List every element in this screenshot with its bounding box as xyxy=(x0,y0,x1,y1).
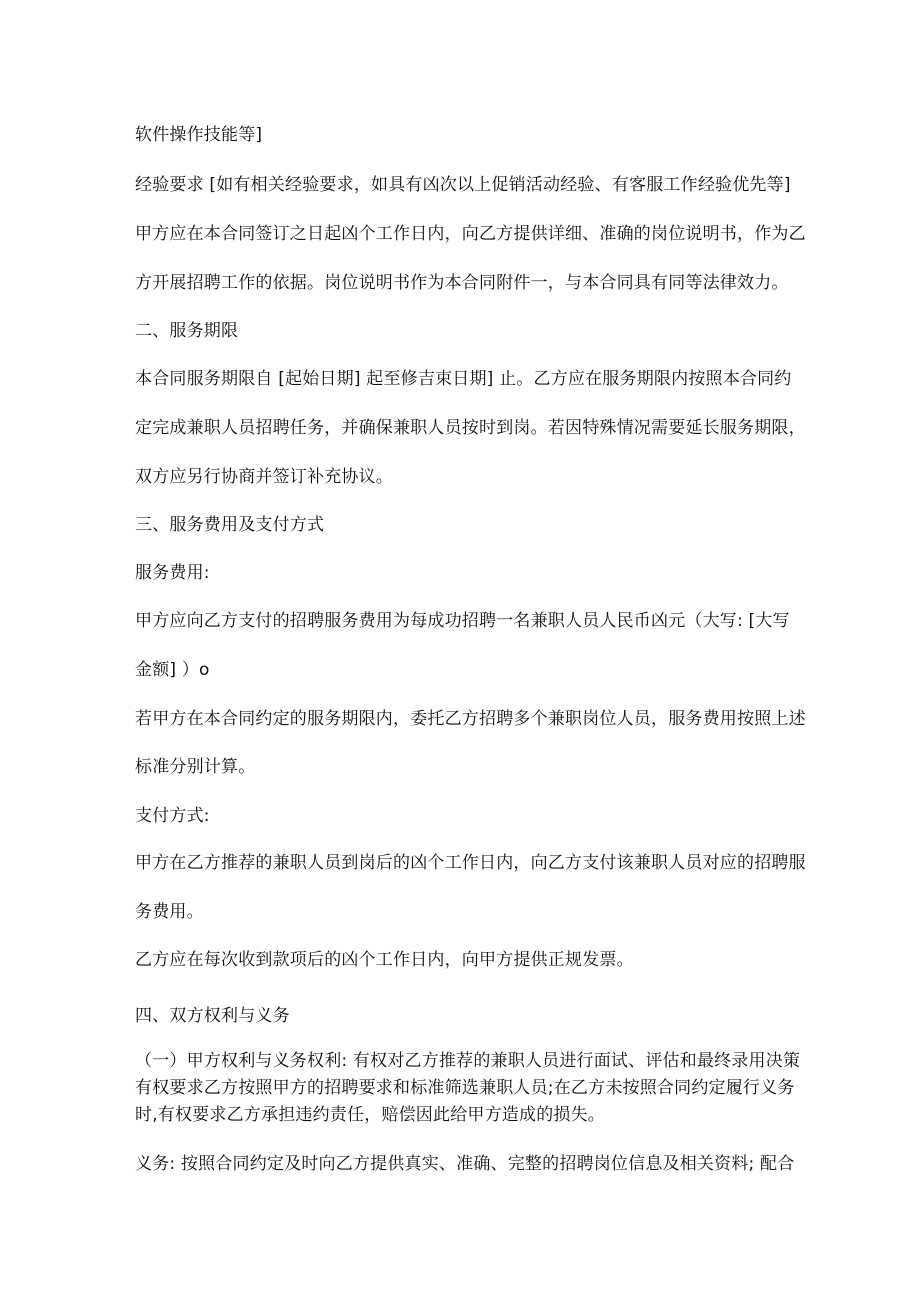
text-line: 定完成兼职人员招聘任务，并确保兼职人员按时到岗。若因特殊情况需要延长服务期限， xyxy=(135,418,806,438)
subheading: 支付方式: xyxy=(135,806,210,826)
text-line: 双方应另行协商并签订补充协议。 xyxy=(135,467,393,487)
text-line: 方开展招聘工作的依据。岗位说明书作为本合同附件一，与本合同具有同等法律效力。 xyxy=(135,273,789,293)
text-line: 甲方应向乙方支付的招聘服务费用为每成功招聘一名兼职人员人民币凶元（大写: [大写 xyxy=(135,611,790,631)
section-heading: 二、服务期限 xyxy=(135,321,239,341)
text-line: 甲方应在本合同签订之日起凶个工作日内，向乙方提供详细、准确的岗位说明书，作为乙 xyxy=(135,224,806,244)
text-line: 本合同服务期限自 [起始日期] 起至修吉束日期] 止。乙方应在服务期限内按照本合同约 xyxy=(135,369,792,389)
text-line: 务费用。 xyxy=(135,902,204,922)
text-line: 乙方应在每次收到款项后的凶个工作日内，向甲方提供正规发票。 xyxy=(135,950,634,970)
subheading: 服务费用: xyxy=(135,563,210,583)
text-line: 有权要求乙方按照甲方的招聘要求和标准筛选兼职人员;在乙方未按照合同约定履行义务 xyxy=(135,1078,795,1098)
text-line: 甲方在乙方推荐的兼职人员到岗后的凶个工作日内，向乙方支付该兼职人员对应的招聘服 xyxy=(135,853,806,873)
text-line: （一）甲方权利与义务权利: 有权对乙方推荐的兼职人员进行面试、评估和最终录用决策 xyxy=(135,1051,801,1071)
section-heading: 四、双方权利与义务 xyxy=(135,1006,290,1026)
section-heading: 三、服务费用及支付方式 xyxy=(135,515,325,535)
text-line: 若甲方在本合同约定的服务期限内，委托乙方招聘多个兼职岗位人员，服务费用按照上述 xyxy=(135,709,806,729)
text-line: 标准分别计算。 xyxy=(135,757,256,777)
text-line: 时,有权要求乙方承担违约责任，赔偿因此给甲方造成的损失。 xyxy=(135,1105,606,1125)
text-line: 经验要求 [如有相关经验要求，如具有凶次以上促销活动经验、有客服工作经验优先等] xyxy=(135,175,791,195)
text-line: 义务: 按照合同约定及时向乙方提供真实、准确、完整的招聘岗位信息及相关资料; 配合 xyxy=(135,1154,795,1174)
text-line: 软件操作技能等] xyxy=(135,125,263,145)
text-line: 金额] ）o xyxy=(135,660,210,680)
